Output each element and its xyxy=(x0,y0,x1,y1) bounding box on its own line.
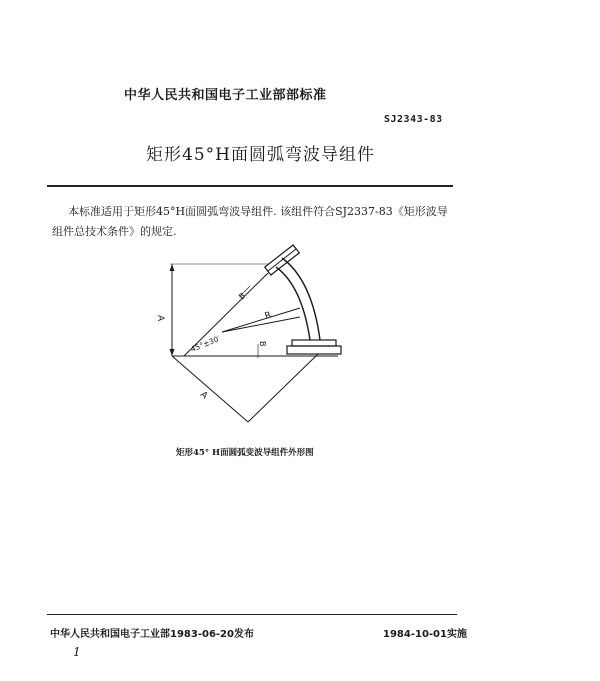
arrow-up-icon xyxy=(170,264,175,271)
body-paragraph-text: 本标准适用于矩形45°H面圆弧弯波导组件. 该组件符合SJ2337-83《矩形波导组件总技术条件》的规定. xyxy=(52,205,448,238)
document-title: 矩形45°H面圆弧弯波导组件 xyxy=(146,145,375,165)
dim-a-diagonal-line-right xyxy=(248,354,318,422)
waveguide-outline-drawing xyxy=(150,240,360,440)
dim-a-diagonal-line-left xyxy=(172,356,248,422)
page-number: 1 xyxy=(73,645,81,659)
dim-b-bottom-label: B xyxy=(258,341,267,347)
body-paragraph xyxy=(52,202,456,242)
footer-divider xyxy=(47,614,457,615)
effective-date: 1984-10-01实施 xyxy=(383,629,467,640)
bend-inner-arc xyxy=(276,267,310,340)
header-divider xyxy=(47,185,453,187)
bottom-flange xyxy=(287,340,341,354)
standard-number: SJ2343-83 xyxy=(384,114,443,125)
bend-outer-arc xyxy=(282,258,320,340)
figure-caption: 矩形45° H面圆弧变波导组件外形图 xyxy=(176,448,314,458)
ministry-standard-header: 中华人民共和国电子工业部部标准 xyxy=(124,88,327,103)
dim-a-vertical-label: A xyxy=(155,315,165,322)
angle-label: 45°±30′ xyxy=(189,333,222,354)
publish-info: 中华人民共和国电子工业部1983-06-20发布 xyxy=(50,629,254,640)
dim-a-diagonal-label: A xyxy=(197,389,210,402)
radius-line-lower xyxy=(222,317,300,332)
dim-b-top-label: B xyxy=(237,291,248,302)
arrow-down-icon xyxy=(170,349,175,356)
radius-label: R xyxy=(263,310,273,322)
radius-line-upper xyxy=(222,308,300,332)
